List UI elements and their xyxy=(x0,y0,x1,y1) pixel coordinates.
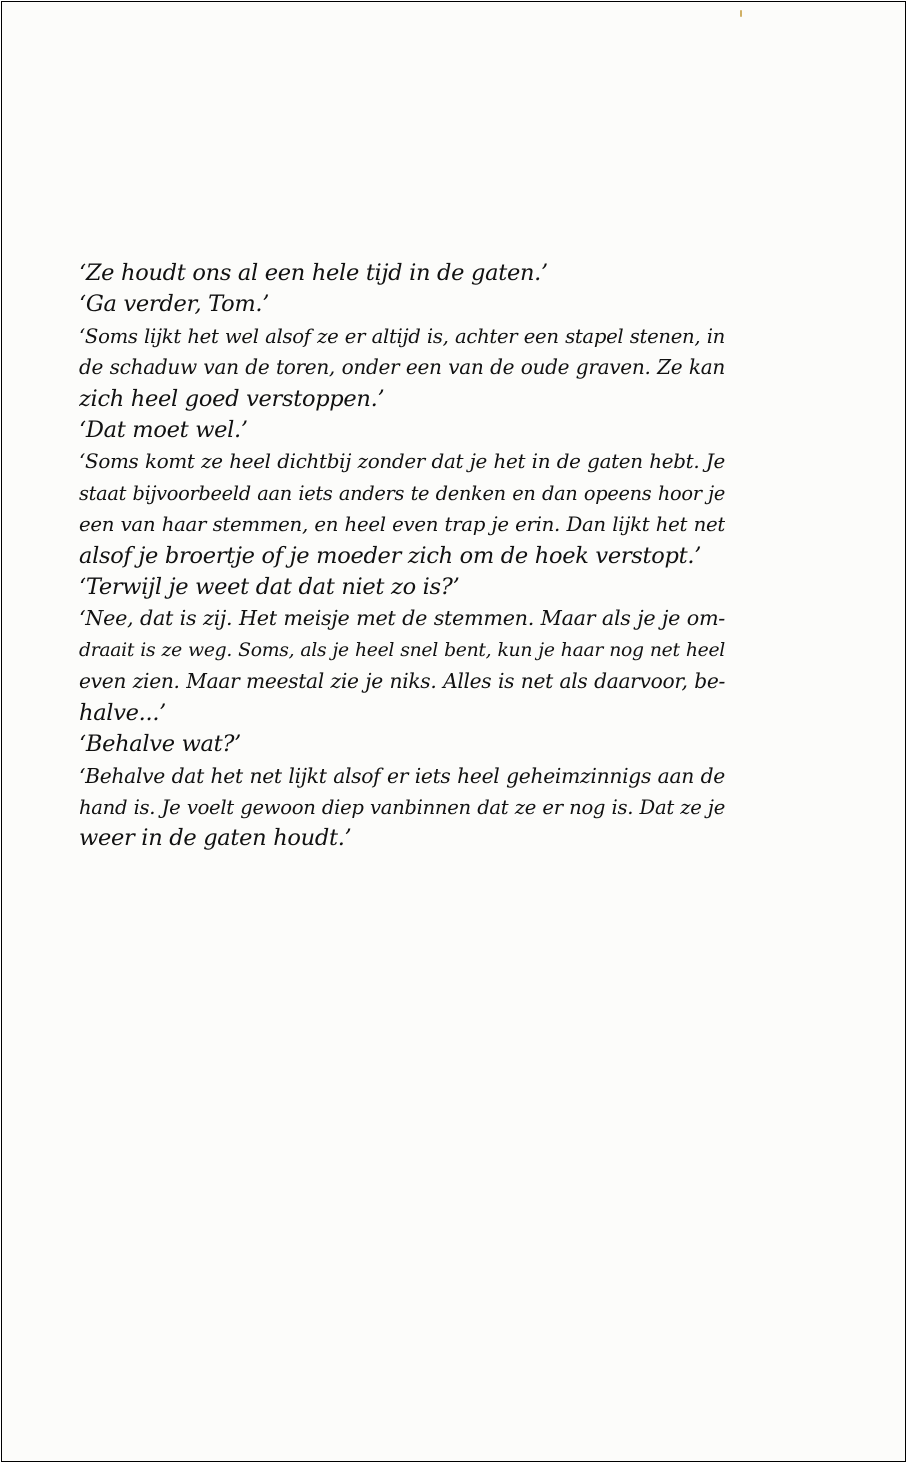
text-line: draait is ze weg. Soms, als je heel snel bent, kun je haar nog net heel xyxy=(79,639,725,661)
text-line: staat bijvoorbeeld aan iets anders te denken en dan opeens hoor je xyxy=(79,481,725,505)
text-line: ‘Terwijl je weet dat dat niet zo is?’ xyxy=(79,574,460,601)
text-line: ‘Ga verder, Tom.’ xyxy=(79,291,270,318)
body-text xyxy=(79,258,725,855)
text-line: even zien. Maar meestal zie je niks. Alles is net als daarvoor, be- xyxy=(79,669,725,694)
text-line: ‘Dat moet wel.’ xyxy=(79,417,248,444)
text-line: weer in de gaten houdt.’ xyxy=(79,825,352,852)
text-line: ‘Ze houdt ons al een hele tijd in de gaten.’ xyxy=(79,260,548,286)
text-line: alsof je broertje of je moeder zich om de hoek verstopt.’ xyxy=(79,542,702,569)
page-frame xyxy=(1,1,906,1462)
text-line: halve...’ xyxy=(79,699,167,726)
text-line: ‘Nee, dat is zij. Het meisje met de stemmen. Maar als je je om- xyxy=(79,606,725,631)
text-line: zich heel goed verstoppen.’ xyxy=(79,385,385,412)
text-line: de schaduw van de toren, onder een van de oude graven. Ze kan xyxy=(79,355,725,380)
text-line: ‘Behalve dat het net lijkt alsof er iets heel geheimzinnigs aan de xyxy=(79,763,725,788)
text-line: hand is. Je voelt gewoon diep vanbinnen dat ze er nog is. Dat ze je xyxy=(79,795,725,819)
text-line: een van haar stemmen, en heel even trap je erin. Dan lijkt het net xyxy=(79,513,725,537)
paper-speck xyxy=(740,10,742,17)
text-line: ‘Behalve wat?’ xyxy=(79,731,242,758)
text-line: ‘Soms lijkt het wel alsof ze er altijd is, achter een stapel stenen, in xyxy=(79,324,725,348)
text-line: ‘Soms komt ze heel dichtbij zonder dat je het in de gaten hebt. Je xyxy=(79,450,725,474)
